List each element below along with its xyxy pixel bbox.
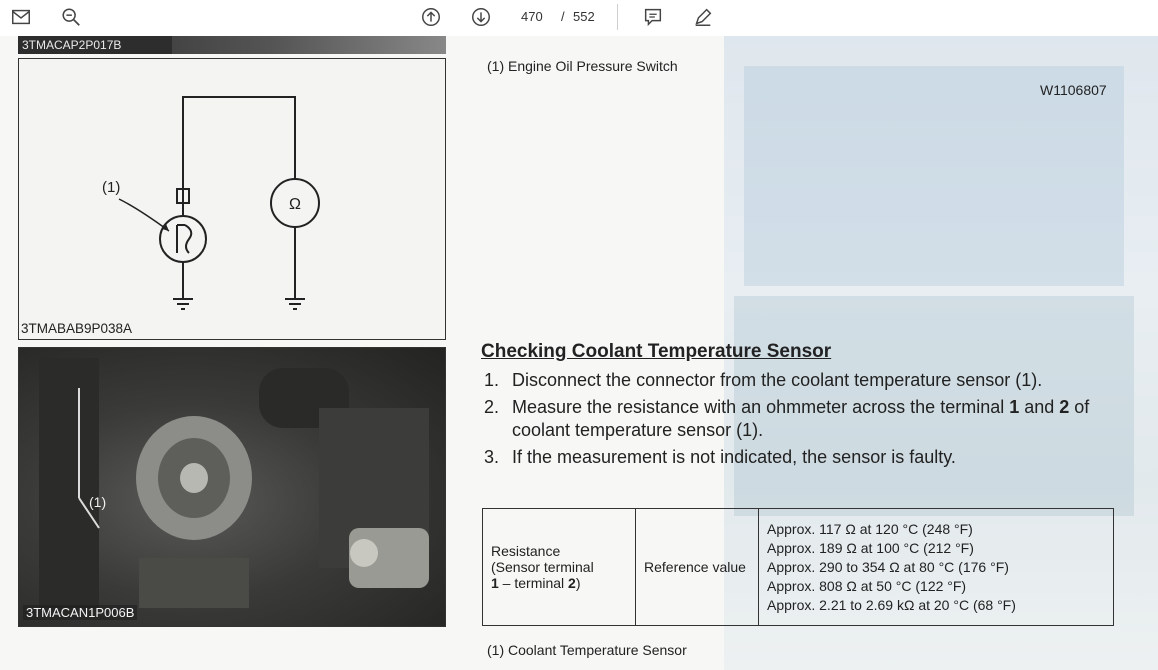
reference-code: W1106807 <box>1040 82 1107 98</box>
diagram-drawing <box>19 59 445 339</box>
zoom-out-icon[interactable] <box>58 4 84 30</box>
value-line: Approx. 808 Ω at 50 °C (122 °F) <box>767 577 967 594</box>
diagram-callout: (1) <box>102 179 121 196</box>
coolant-sensor-caption: (1) Coolant Temperature Sensor <box>487 642 687 658</box>
value-line: Approx. 290 to 354 Ω at 80 °C (176 °F) <box>767 558 1009 575</box>
top-figure-code: 3TMACAP2P017B <box>18 36 172 54</box>
toolbar-divider <box>617 4 618 30</box>
photo-figure-code: 3TMACAN1P006B <box>23 605 137 620</box>
diagram-figure-code: 3TMABAB9P038A <box>21 321 133 336</box>
step-3: 3. If the measurement is not indicated, the sensor is faulty. <box>484 447 956 467</box>
value-line: Approx. 189 Ω at 100 °C (212 °F) <box>767 539 974 556</box>
step-1: 1. Disconnect the connector from the coolant temperature sensor (1). <box>484 370 1043 390</box>
value-line: Approx. 2.21 to 2.69 kΩ at 20 °C (68 °F) <box>767 596 1016 613</box>
section-title: Checking Coolant Temperature Sensor <box>481 341 832 362</box>
page-down-icon[interactable] <box>468 4 494 30</box>
document-page <box>0 36 1158 670</box>
oil-switch-caption: (1) Engine Oil Pressure Switch <box>487 58 678 74</box>
photo-callout: (1) <box>89 494 107 510</box>
table-row <box>483 509 1114 626</box>
engine-photo <box>18 347 446 627</box>
pdf-toolbar <box>0 0 1158 36</box>
procedure-steps <box>484 369 1124 473</box>
page-separator: / <box>561 9 565 24</box>
total-pages: 552 <box>573 9 595 24</box>
wiring-diagram <box>18 58 446 340</box>
step-2: 2. Measure the resistance with an ohmmeter across the terminal 1 and 2 of coolant temperature sensor (1). <box>484 397 1090 440</box>
comment-icon[interactable] <box>640 4 666 30</box>
mail-icon[interactable] <box>8 4 34 30</box>
meter-symbol: Ω <box>289 196 301 213</box>
table-cell-values <box>759 509 1114 626</box>
page-up-icon[interactable] <box>418 4 444 30</box>
pen-icon[interactable] <box>690 4 716 30</box>
resistance-spec-table <box>482 508 1114 626</box>
engine-photo-drawing <box>19 348 445 626</box>
value-line: Approx. 117 Ω at 120 °C (248 °F) <box>767 520 973 537</box>
table-cell-reference: Reference value <box>636 509 759 626</box>
table-cell-parameter: Resistance (Sensor terminal 1 – terminal 2) <box>483 509 636 626</box>
current-page-number[interactable]: 470 <box>521 9 543 24</box>
